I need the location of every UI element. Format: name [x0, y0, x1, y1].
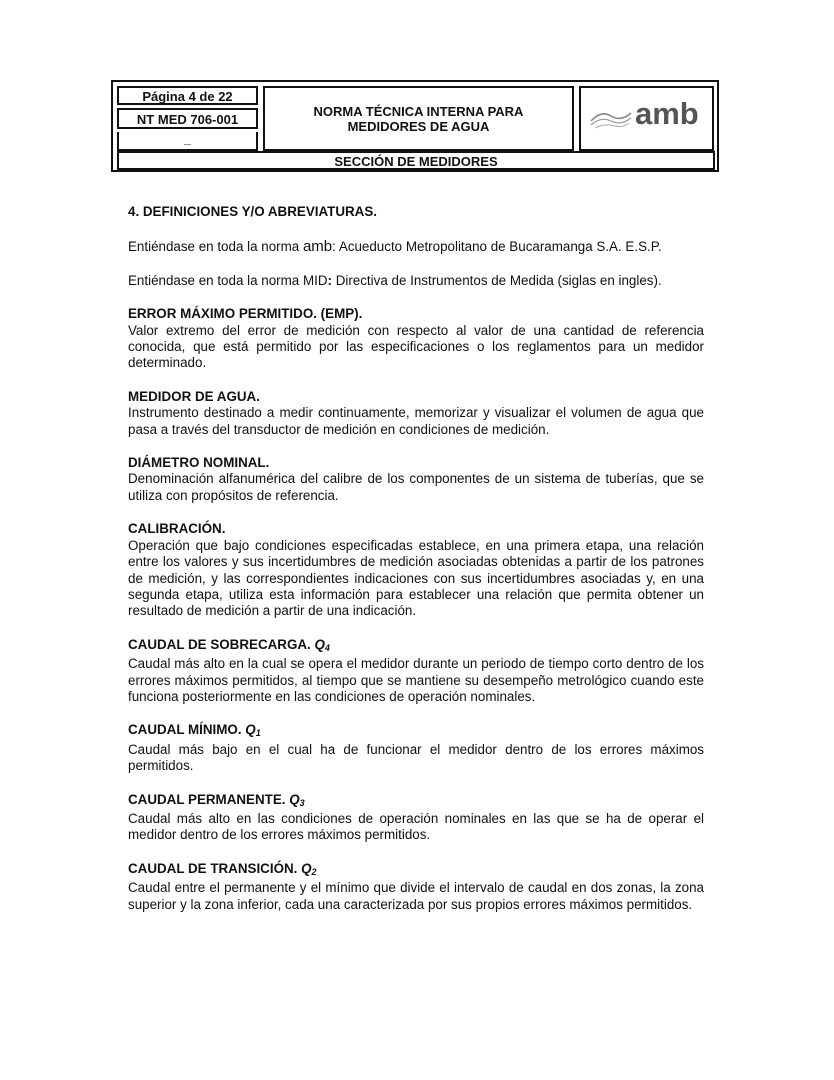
flow-symbol [289, 792, 304, 807]
intro-amb-prefix: Entiéndase en toda la norma [128, 239, 303, 255]
definition-text: Caudal más bajo en el cual ha de funcionar el medidor dentro de los errores máximos permitidos. [128, 741, 704, 774]
flow-symbol-subscript: 2 [311, 866, 317, 877]
flow-symbol-subscript: 4 [324, 642, 330, 653]
document-title-cell [263, 86, 574, 151]
section-name: SECCIÓN DE MEDIDORES [334, 154, 498, 169]
logo-wordmark: amb [635, 96, 699, 131]
definition-term-label: CALIBRACIÓN. [128, 521, 226, 537]
water-drop-icon [589, 104, 633, 134]
definition-term-label: CAUDAL DE TRANSICIÓN. [128, 860, 302, 876]
intro-amb-definition: : Acueducto Metropolitano de Bucaramanga S.A. E.S.P. [332, 239, 662, 255]
blank-cell [117, 132, 258, 151]
flow-symbol-letter: Q [289, 791, 300, 807]
definition-term-label: ERROR MÁXIMO PERMITIDO. (EMP). [128, 306, 363, 322]
amb-logo [589, 98, 705, 140]
section-title: 4. DEFINICIONES Y/O ABREVIATURAS. [128, 204, 378, 219]
page-number: Página 4 de 22 [142, 89, 233, 104]
definition-term [128, 389, 704, 405]
flow-symbol-letter: Q [314, 636, 325, 652]
definition-term [128, 792, 704, 811]
section-cell [117, 151, 715, 170]
document-code: NT MED 706-001 [136, 112, 239, 127]
intro-mid-definition: Directiva de Instrumentos de Medida (siglas en ingles). [331, 272, 662, 288]
intro-amb [128, 239, 704, 255]
definition-text: Caudal más alto en las condiciones de operación nominales en las que se ha de operar el medidor dentro de los errores máximos permitidos. [128, 810, 704, 843]
document-header [111, 80, 719, 172]
definition-term [128, 455, 704, 471]
definition-term [128, 722, 704, 741]
flow-symbol-subscript: 3 [299, 797, 305, 808]
flow-symbol-letter: Q [301, 860, 312, 876]
definition-list [128, 306, 704, 913]
flow-symbol [315, 637, 330, 652]
document-title-line1: NORMA TÉCNICA INTERNA PARA [313, 104, 524, 119]
definition-term-label: CAUDAL DE SOBRECARGA. [128, 636, 315, 652]
definition-term [128, 306, 704, 322]
logo-cell [579, 86, 714, 151]
definition-term [128, 861, 704, 880]
definition-text: Valor extremo del error de medición con respecto al valor de una cantidad de referencia conocida, que está permitido por las especificaciones o los reglamentos para un medidor determinado. [128, 322, 704, 371]
definition-text: Operación que bajo condiciones especificadas establece, en una primera etapa, una relación entre los valores y sus incertidumbres de medición asociadas obtenidas a partir de los patrones de medición, y las correspondientes indicaciones con sus incertidumbres asociadas y, en una segunda etapa, utiliza esta información para establecer una relación que permita obtener un resultado de medición a partir de una indicación. [128, 537, 704, 619]
document-title [265, 104, 572, 134]
flow-symbol-letter: Q [245, 722, 256, 738]
definition-text: Instrumento destinado a medir continuamente, memorizar y visualizar el volumen de agua que pasa a través del transductor de medición en condiciones de medición. [128, 405, 704, 437]
document-code-cell [117, 108, 258, 129]
definition-text: Denominación alfanumérica del calibre de los componentes de un sistema de tuberías, que se utiliza con propósitos de referencia. [128, 471, 704, 503]
page-number-cell [117, 86, 258, 105]
definition-term-label: CAUDAL MÍNIMO. [128, 722, 246, 738]
definition-term-label: CAUDAL PERMANENTE. [128, 791, 290, 807]
intro-mid-prefix: Entiéndase en toda la norma MID [128, 272, 328, 288]
definition-term [128, 521, 704, 537]
definition-term-label: DIÁMETRO NOMINAL. [128, 455, 270, 471]
intro-mid-colon: : [327, 272, 332, 288]
flow-symbol [245, 722, 260, 737]
definition-text: Caudal más alto en la cual se opera el medidor durante un periodo de tiempo corto dentro de los errores máximos permitidos, al tiempo que se mantiene su desempeño metrológico cuando este funciona posteriormente en las condiciones de operación nominales. [128, 656, 704, 704]
intro-amb-abbrev: amb [302, 238, 333, 256]
document-title-line2: MEDIDORES DE AGUA [347, 119, 490, 134]
document-body [128, 204, 704, 930]
definition-term [128, 637, 704, 656]
flow-symbol-subscript: 1 [255, 728, 261, 739]
flow-symbol [301, 861, 316, 876]
definition-term-label: MEDIDOR DE AGUA. [128, 388, 260, 404]
blank-mark: _ [184, 132, 191, 146]
intro-mid [128, 273, 704, 289]
definition-text: Caudal entre el permanente y el mínimo que divide el intervalo de caudal en dos zonas, la zona superior y la zona inferior, cada una caracterizada por sus propios errores máximos permitidos. [128, 880, 704, 912]
